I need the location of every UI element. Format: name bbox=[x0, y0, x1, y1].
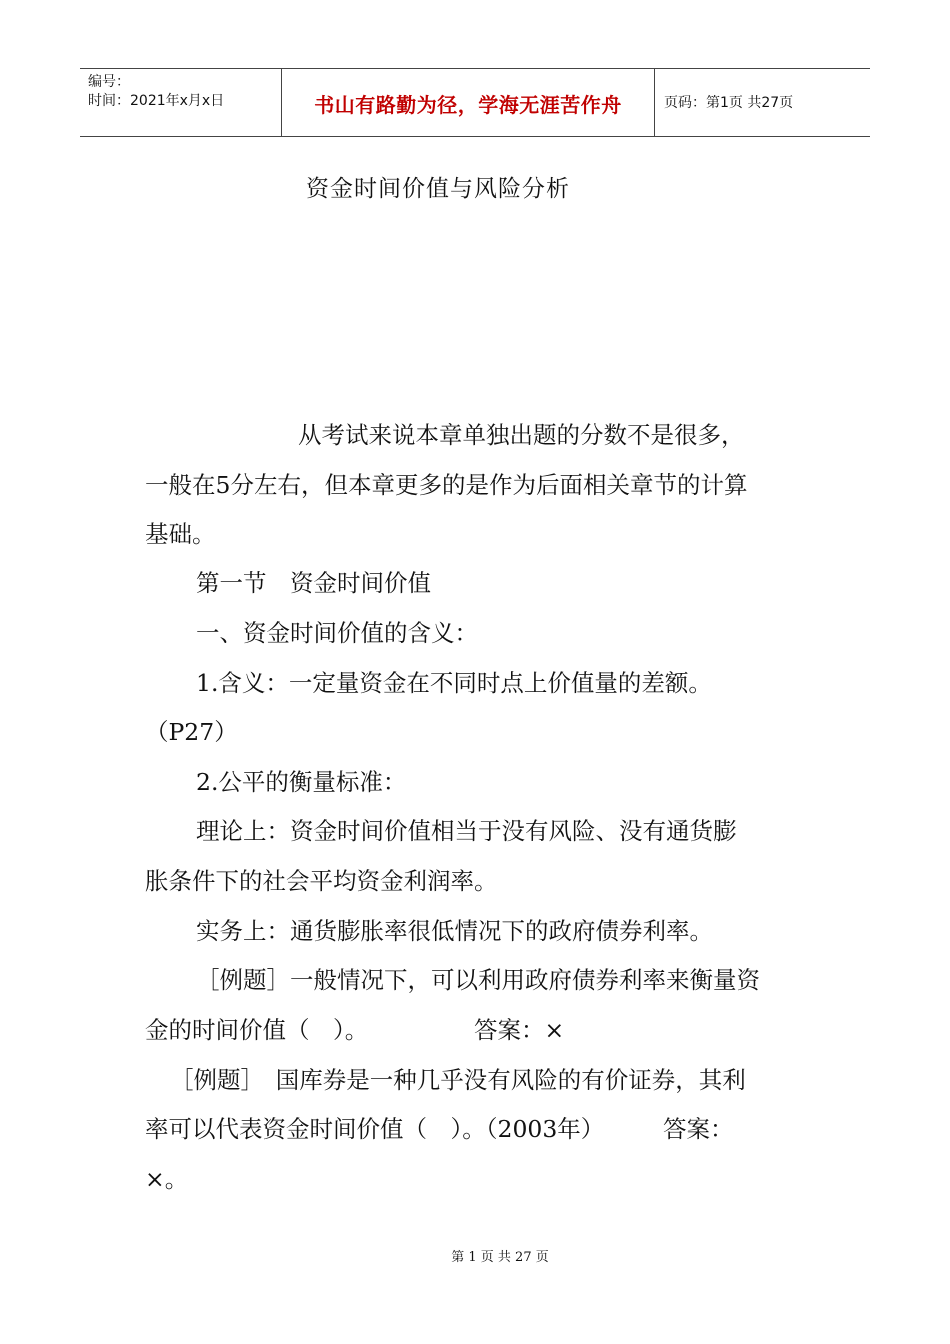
page-footer: 第 1 页 共 27 页 bbox=[451, 1250, 549, 1265]
paragraph-line: 从考试来说本章单独出题的分数不是很多， bbox=[298, 421, 745, 449]
time-label: 时间：2021年x月x日 bbox=[88, 93, 225, 109]
example-line: ［例题］一般情况下，可以利用政府债券利率来衡量资 bbox=[196, 966, 760, 994]
number-label: 编号： bbox=[88, 74, 130, 90]
subsection-heading: 一、资金时间价值的含义： bbox=[196, 619, 478, 647]
header-table bbox=[80, 68, 870, 137]
example-line: ×。 bbox=[145, 1165, 189, 1193]
header-info-cell bbox=[80, 69, 281, 136]
example-line: 金的时间价值（ ）。 答案：× bbox=[145, 1016, 565, 1044]
section-heading: 第一节 资金时间价值 bbox=[196, 569, 431, 597]
paragraph-line: 基础。 bbox=[145, 520, 216, 548]
page-label: 页码：第1页 共27页 bbox=[664, 95, 794, 111]
motto-text: 书山有路勤为径，学海无涯苦作舟 bbox=[314, 93, 622, 117]
paragraph-line: 理论上：资金时间价值相当于没有风险、没有通货膨 bbox=[196, 817, 737, 845]
paragraph-line: 实务上：通货膨胀率很低情况下的政府债券利率。 bbox=[196, 917, 713, 945]
paragraph-line: 2.公平的衡量标准： bbox=[196, 768, 407, 796]
paragraph-line: （P27） bbox=[145, 718, 238, 746]
header-motto-cell bbox=[281, 69, 655, 136]
document-title: 资金时间价值与风险分析 bbox=[306, 176, 570, 202]
example-line: ［例题］ 国库券是一种几乎没有风险的有价证券，其利 bbox=[170, 1066, 746, 1094]
paragraph-line: 一般在5分左右，但本章更多的是作为后面相关章节的计算 bbox=[145, 471, 748, 499]
header-page-cell bbox=[654, 69, 870, 136]
paragraph-line: 胀条件下的社会平均资金利润率。 bbox=[145, 867, 498, 895]
example-line: 率可以代表资金时间价值（ ）。（2003年） 答案： bbox=[145, 1115, 734, 1143]
paragraph-line: 1.含义：一定量资金在不同时点上价值量的差额。 bbox=[196, 669, 712, 697]
